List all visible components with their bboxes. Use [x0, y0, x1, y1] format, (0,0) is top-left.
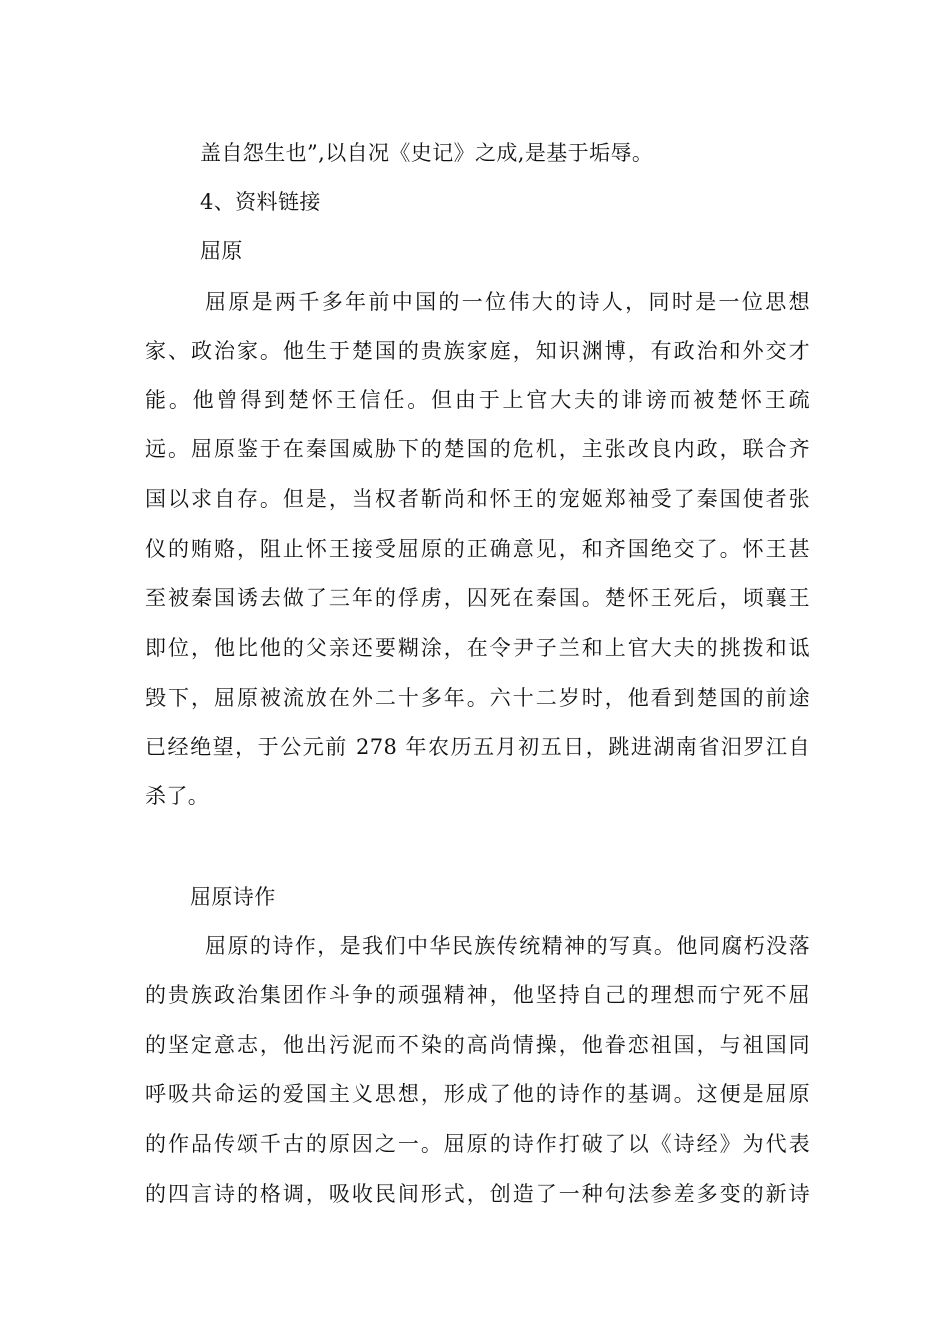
paragraph-line: 呼吸共命运的爱国主义思想，形成了他的诗作的基调。这便是屈原: [145, 1082, 810, 1106]
paragraph-line: 屈原的诗作，是我们中华民族传统精神的写真。他同腐朽没落: [205, 934, 810, 958]
paragraph-line: 国以求自存。但是，当权者靳尚和怀王的宠姬郑袖受了秦国使者张: [145, 487, 810, 511]
text-line-continuation: 盖自怨生也”,以自况《史记》之成,是基于垢辱。: [200, 141, 654, 165]
paragraph-line: 家、政治家。他生于楚国的贵族家庭，知识渊博，有政治和外交才: [145, 339, 810, 363]
paragraph-line: 的作品传颂千古的原因之一。屈原的诗作打破了以《诗经》为代表: [145, 1132, 810, 1156]
paragraph-line: 的贵族政治集团作斗争的顽强精神，他坚持自己的理想而宁死不屈: [145, 983, 810, 1007]
paragraph-line: 能。他曾得到楚怀王信任。但由于上官大夫的诽谤而被楚怀王疏: [145, 388, 810, 412]
paragraph-line: 仪的贿赂，阻止怀王接受屈原的正确意见，和齐国绝交了。怀王甚: [145, 537, 810, 561]
subheading-qu-yuan-poetry: 屈原诗作: [190, 885, 276, 909]
paragraph-line: 已经绝望，于公元前 278 年农历五月初五日，跳进湖南省汨罗江自: [145, 735, 810, 759]
paragraph-line: 屈原是两千多年前中国的一位伟大的诗人，同时是一位思想: [205, 290, 810, 314]
paragraph-line: 的坚定意志，他出污泥而不染的高尚情操，他眷恋祖国，与祖国同: [145, 1033, 810, 1057]
paragraph-line: 即位，他比他的父亲还要糊涂，在令尹子兰和上官大夫的挑拨和诋: [145, 636, 810, 660]
subheading-qu-yuan: 屈原: [200, 239, 243, 263]
paragraph-line: 的四言诗的格调，吸收民间形式，创造了一种句法参差多变的新诗: [145, 1182, 810, 1206]
paragraph-line: 远。屈原鉴于在秦国威胁下的楚国的危机，主张改良内政，联合齐: [145, 437, 810, 461]
section-heading-resources: 4、资料链接: [200, 190, 321, 214]
paragraph-line: 毁下，屈原被流放在外二十多年。六十二岁时，他看到楚国的前途: [145, 686, 810, 710]
paragraph-line: 至被秦国诱去做了三年的俘虏，囚死在秦国。楚怀王死后，顷襄王: [145, 586, 810, 610]
paragraph-line: 杀了。: [145, 784, 210, 808]
